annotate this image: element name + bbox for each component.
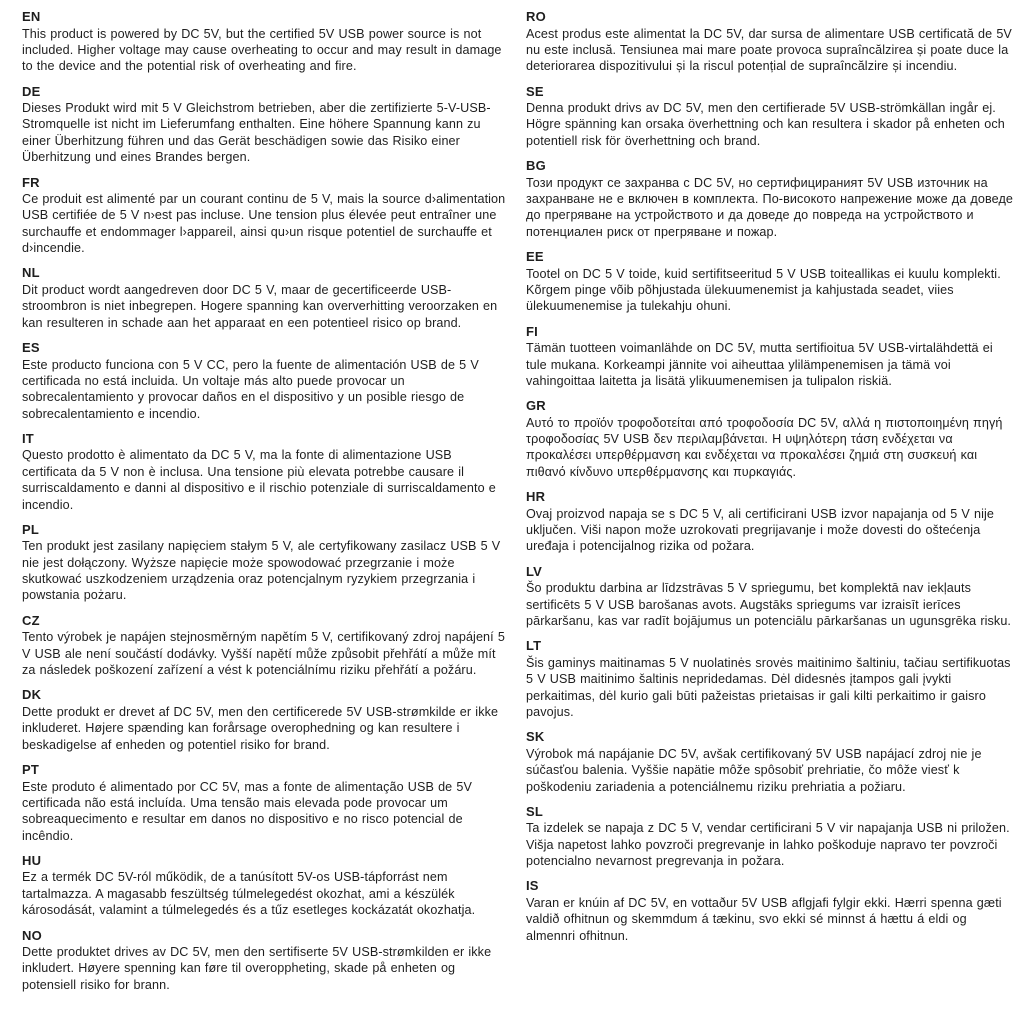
language-warning-text: Dit product wordt aangedreven door DC 5 V, maar de gecertificeerde USB-stroombron is niet inbegrepen. Hogere spanning kan oververhitting veroorzaken en kan resulteren in schade aan het apparaat en een potentieel risico op brand. [22, 282, 498, 330]
language-warning-text: This product is powered by DC 5V, but the certified 5V USB power source is not included. Higher voltage may cause overheating to occur and may result in damage to the device and the potential risk of overheating and fire. [22, 26, 502, 74]
language-warning-text: Dette produktet drives av DC 5V, men den sertifiserte 5V USB-strømkilden er ikke inkludert. Høyere spenning kan føre til overoppheting, skade på enheten og potensiell risiko for brann. [22, 945, 492, 992]
language-code-label: CZ [22, 612, 40, 628]
language-section-nl [22, 265, 510, 331]
language-code-label: IS [526, 878, 539, 894]
language-warning-text: Varan er knúin af DC 5V, en vottaður 5V USB aflgjafi fylgir ekki. Hærri spenna gæti valdið ofhitnun og skemmdum á tækinu, svo ekki sé minnst á hættu á eldi og almennri ofhitnun. [526, 895, 1002, 943]
language-code-label: SL [526, 803, 544, 819]
language-code-label: EE [526, 249, 544, 265]
language-code-label: GR [526, 398, 546, 414]
right-column [526, 9, 1014, 1018]
language-section-lt [526, 638, 1014, 720]
language-code-label: FR [22, 174, 40, 190]
left-column [22, 9, 510, 1018]
language-section-en [22, 9, 510, 75]
language-section-bg [526, 158, 1014, 240]
language-warning-text: Dette produkt er drevet af DC 5V, men den certificerede 5V USB-strømkilde er ikke inkluderet. Højere spænding kan forårsage overophedning og kan resultere i beskadigelse af enheden og potentiel risiko for brand. [22, 704, 499, 752]
language-section-lv [526, 564, 1014, 630]
language-section-fi [526, 324, 1014, 390]
language-code-label: NL [22, 265, 40, 281]
language-code-label: DE [22, 83, 41, 99]
language-warning-text: Αυτό το προϊόν τροφοδοτείται από τροφοδοσία DC 5V, αλλά η πιστοποιημένη πηγή τροφοδοσίας 5V USB δεν περιλαμβάνεται. Η υψηλότερη τάση ενδέχεται να προκαλέσει υπερθέρμανση και ενδέχεται να προκαλέσει ζημιά στη συσκευή και πιθανό κίνδυνο υπερθέρμανσης και πυρκαγιάς. [526, 415, 1003, 479]
language-warning-text: Tootel on DC 5 V toide, kuid sertifitseeritud 5 V USB toiteallikas ei kuulu komplekti. Kõrgem pinge võib põhjustada ülekuumenemist ja kahjustada seadet, viies ülekuumenemise ja tulekahju ohuni. [526, 266, 1001, 314]
language-warning-text: Ez a termék DC 5V-ról működik, de a tanúsított 5V-os USB-tápforrást nem tartalmazza. A magasabb feszültség túlmelegedést okozhat, ami a készülék károsodását, valamint a túlmelegedés és a tűz esetleges kockázatát okozhatja. [22, 870, 476, 918]
language-code-label: LV [526, 563, 543, 579]
language-section-gr [526, 398, 1014, 480]
language-code-label: PL [22, 521, 40, 537]
language-code-label: NO [22, 927, 42, 943]
language-warning-text: Este producto funciona con 5 V CC, pero la fuente de alimentación USB de 5 V certificada no está incluida. Un voltaje más alto puede provocar un sobrecalentamiento y provocar daños en el dispositivo y un posible riesgo de sobrecalentamiento e incendio. [22, 357, 479, 421]
language-section-ro [526, 9, 1014, 75]
language-section-hr [526, 489, 1014, 555]
language-code-label: PT [22, 762, 40, 777]
language-code-label: LT [526, 638, 542, 654]
language-code-label: IT [22, 430, 34, 446]
language-section-dk [22, 687, 510, 753]
language-code-label: RO [526, 9, 546, 24]
language-warning-text: Questo prodotto è alimentato da DC 5 V, ma la fonte di alimentazione USB certificata da 5 V non è inclusa. Una tensione più elevata potrebbe causare il surriscaldamento e danni al dispositivo e il rischio potenziale di surriscaldamento e incendio. [22, 448, 496, 512]
language-section-sk [526, 729, 1014, 795]
language-code-label: HR [526, 489, 546, 505]
language-code-label: EN [22, 9, 41, 24]
language-warning-text: Šo produktu darbina ar līdzstrāvas 5 V spriegumu, bet komplektā nav iekļauts sertificēts 5 V USB barošanas avots. Augstāks spriegums var izraisīt ierīces pārkaršanu, kas var radīt bojājumus un potenciālu pārkaršanas un ugunsgrēka risku. [526, 581, 1012, 628]
language-section-pl [22, 522, 510, 604]
language-section-sl [526, 804, 1014, 870]
language-warning-text: Ten produkt jest zasilany napięciem stałym 5 V, ale certyfikowany zasilacz USB 5 V nie jest dołączony. Wyższe napięcie może spowodować przegrzanie i może skutkować uszkodzeniem urządzenia oraz potencjalnym ryzykiem przegrzania i powstania pożaru. [22, 539, 501, 603]
language-section-pt [22, 762, 510, 844]
language-warning-text: Tämän tuotteen voimanlähde on DC 5V, mutta sertifioitua 5V USB-virtalähdettä ei tule mukana. Korkeampi jännite voi aiheuttaa ylilämpenemisen ja tämä voi vahingoittaa laitetta ja lisätä ylikuumenemisen ja tulipalon riskiä. [526, 341, 993, 388]
language-section-is [526, 878, 1014, 944]
language-warning-text: Tento výrobek je napájen stejnosměrným napětím 5 V, certifikovaný zdroj napájení 5 V USB ale není součástí dodávky. Vyšší napětí může způsobit přehřátí a může mít za následek poškození zařízení a vést k potenciálnímu riziku přehřátí a požáru. [22, 630, 505, 678]
language-warning-text: Този продукт се захранва с DC 5V, но сертифицираният 5V USB източник на захранване не е включен в комплекта. По-високото напрежение може да доведе до прегряване на устройството и да доведе до повреда на устройството и потенциален риск от прегряване и пожар. [526, 175, 1014, 239]
language-section-it [22, 431, 510, 513]
language-warning-text: Ta izdelek se napaja z DC 5 V, vendar certificirani 5 V vir napajanja USB ni priložen. Višja napetost lahko povzroči pregrevanje in lahko poškoduje napravo ter povzroči potencialno nevarnost pregrevanja in požara. [526, 821, 1010, 869]
language-warning-text: Dieses Produkt wird mit 5 V Gleichstrom betrieben, aber die zertifizierte 5-V-USB-Stromquelle ist nicht im Lieferumfang enthalten. Eine höhere Spannung kann zu einer Überhitzung führen und das Gerät beschädigen sowie das Risiko einer Überhitzung und eines Brandes bergen. [22, 101, 491, 165]
language-warning-text: Ovaj proizvod napaja se s DC 5 V, ali certificirani USB izvor napajanja od 5 V nije uključen. Viši napon može uzrokovati pregrijavanje i može dovesti do oštećenja uređaja i potencijalnog rizika od požara. [526, 506, 995, 554]
language-warning-text: Acest produs este alimentat la DC 5V, dar sursa de alimentare USB certificată de 5V nu este inclusă. Tensiunea mai mare poate provoca supraîncălzirea și poate duce la deteriorarea dispozitivului și la riscul potențial de supraîncălzire și incendiu. [526, 26, 1012, 74]
language-code-label: ES [22, 340, 40, 356]
language-section-de [22, 84, 510, 166]
language-code-label: SE [526, 83, 544, 99]
language-code-label: SK [526, 729, 545, 745]
language-section-ee [526, 249, 1014, 315]
language-warning-text: Šis gaminys maitinamas 5 V nuolatinės srovės maitinimo šaltiniu, tačiau sertifikuotas 5 V USB maitinimo šaltinis nepridedamas. Dėl didesnės įtampos gali įvykti perkaitimas, dėl kurio gali būti pažeistas prietaisas ir gali kilti perkaitimo ir gaisro pavojus. [526, 655, 1011, 719]
language-warning-text: Ce produit est alimenté par un courant continu de 5 V, mais la source d›alimentation USB certifiée de 5 V n›est pas incluse. Une tension plus élevée peut entraîner une surchauffe et endommager l›appareil, ainsi qu›un risque potentiel de surchauffe et d›incendie. [22, 192, 506, 256]
language-warning-text: Výrobok má napájanie DC 5V, avšak certifikovaný 5V USB napájací zdroj nie je súčasťou balenia. Vyššie napätie môže spôsobiť prehriatie, čo môže viesť k poškodeniu zariadenia a potenciálnemu riziku prehriatia a požiaru. [526, 746, 982, 794]
language-section-no [22, 928, 510, 994]
language-section-se [526, 84, 1014, 150]
language-section-fr [22, 175, 510, 257]
language-section-hu [22, 853, 510, 919]
language-section-cz [22, 613, 510, 679]
language-section-es [22, 340, 510, 422]
language-warning-text: Este produto é alimentado por CC 5V, mas a fonte de alimentação USB de 5V certificada não está incluída. Uma tensão mais elevada pode provocar um sobreaquecimento e resultar em danos no dispositivo e no risco potencial de incêndio. [22, 779, 472, 843]
language-code-label: DK [22, 687, 42, 703]
language-code-label: BG [526, 158, 546, 174]
language-code-label: FI [526, 323, 538, 339]
language-code-label: HU [22, 852, 42, 868]
language-warning-text: Denna produkt drivs av DC 5V, men den certifierade 5V USB-strömkällan ingår ej. Högre spänning kan orsaka överhettning och kan resultera i skador på enheten och potentiell risk för överhettning och brand. [526, 101, 1005, 148]
